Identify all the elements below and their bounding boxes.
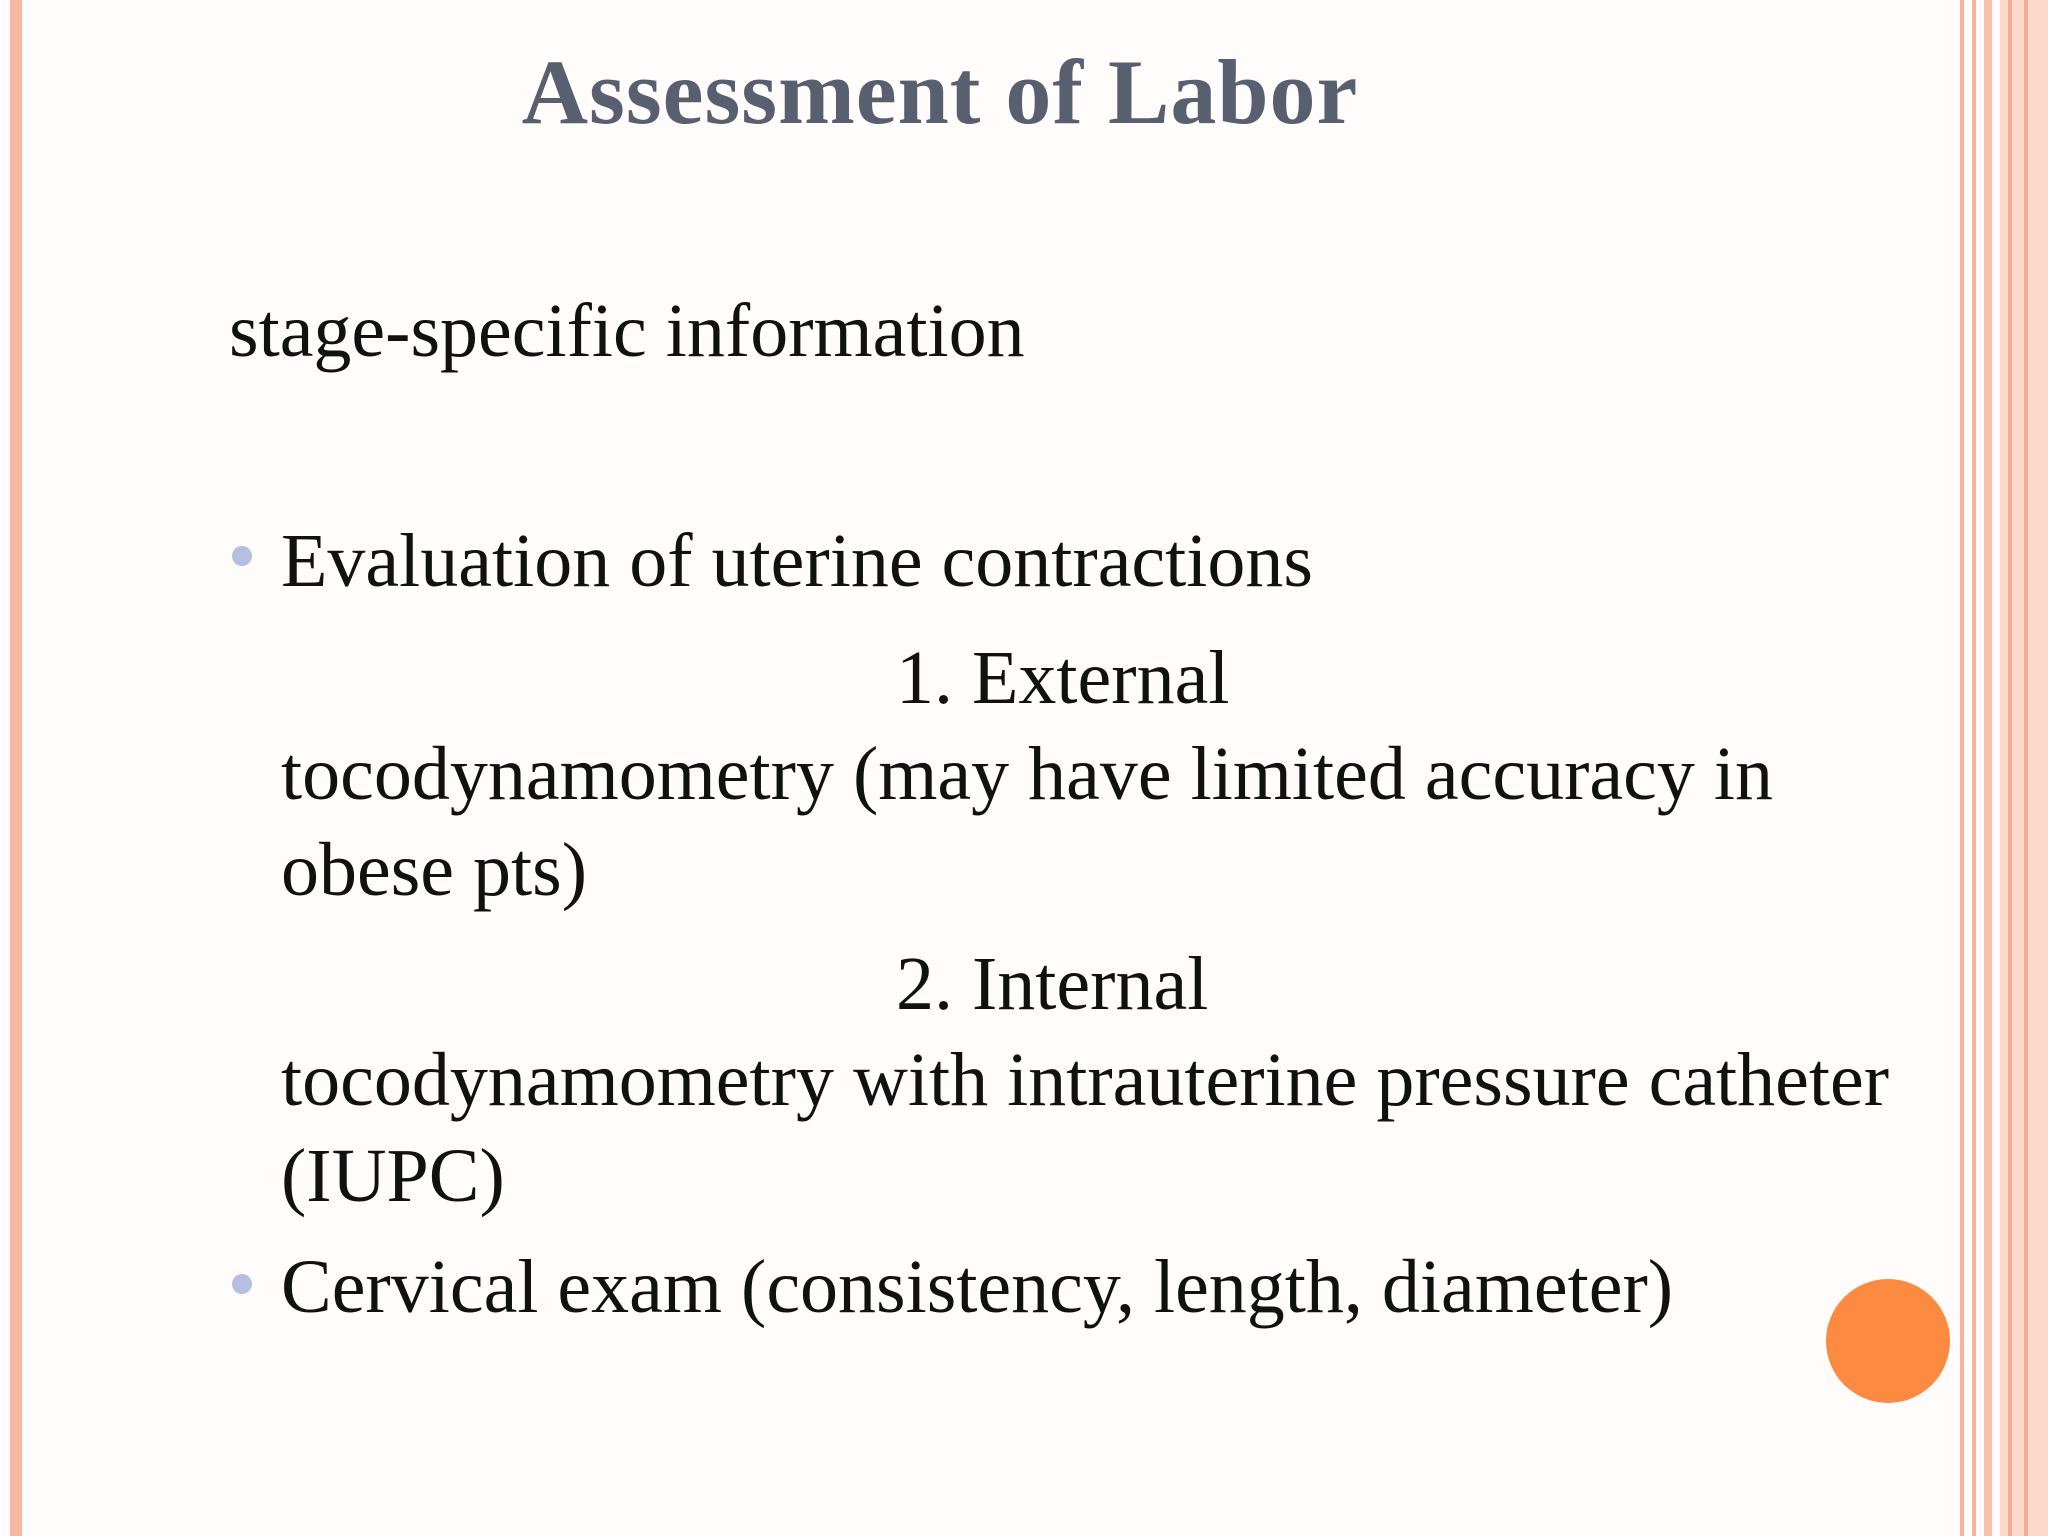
slide-subtitle: stage-specific information — [229, 289, 1025, 373]
bullet-item: Evaluation of uterine contractions — [281, 519, 1313, 603]
sub-item-text: tocodynamometry (may have limited accuracy in obese pts) — [281, 732, 1773, 912]
slide-title: Assessment of Labor — [521, 41, 1359, 143]
bullet-dot — [232, 1274, 252, 1294]
right-border-stripe — [1984, 0, 1992, 1536]
right-border-stripe — [2024, 0, 2028, 1536]
decorative-circle — [1826, 1279, 1950, 1403]
bullet-dot — [232, 546, 252, 566]
bullet-item: Cervical exam (consistency, length, diameter) — [281, 1245, 1674, 1329]
right-border-stripe — [2008, 0, 2012, 1536]
sub-item-text: tocodynamometry with intrauterine pressure catheter (IUPC) — [281, 1038, 1890, 1218]
sub-item — [281, 936, 1961, 1224]
sub-item — [281, 630, 1961, 918]
left-border-stripe — [10, 0, 22, 1536]
right-border-stripe — [1972, 0, 1976, 1536]
sub-item-number: 2. Internal — [896, 942, 1209, 1026]
sub-item-number: 1. External — [896, 636, 1230, 720]
